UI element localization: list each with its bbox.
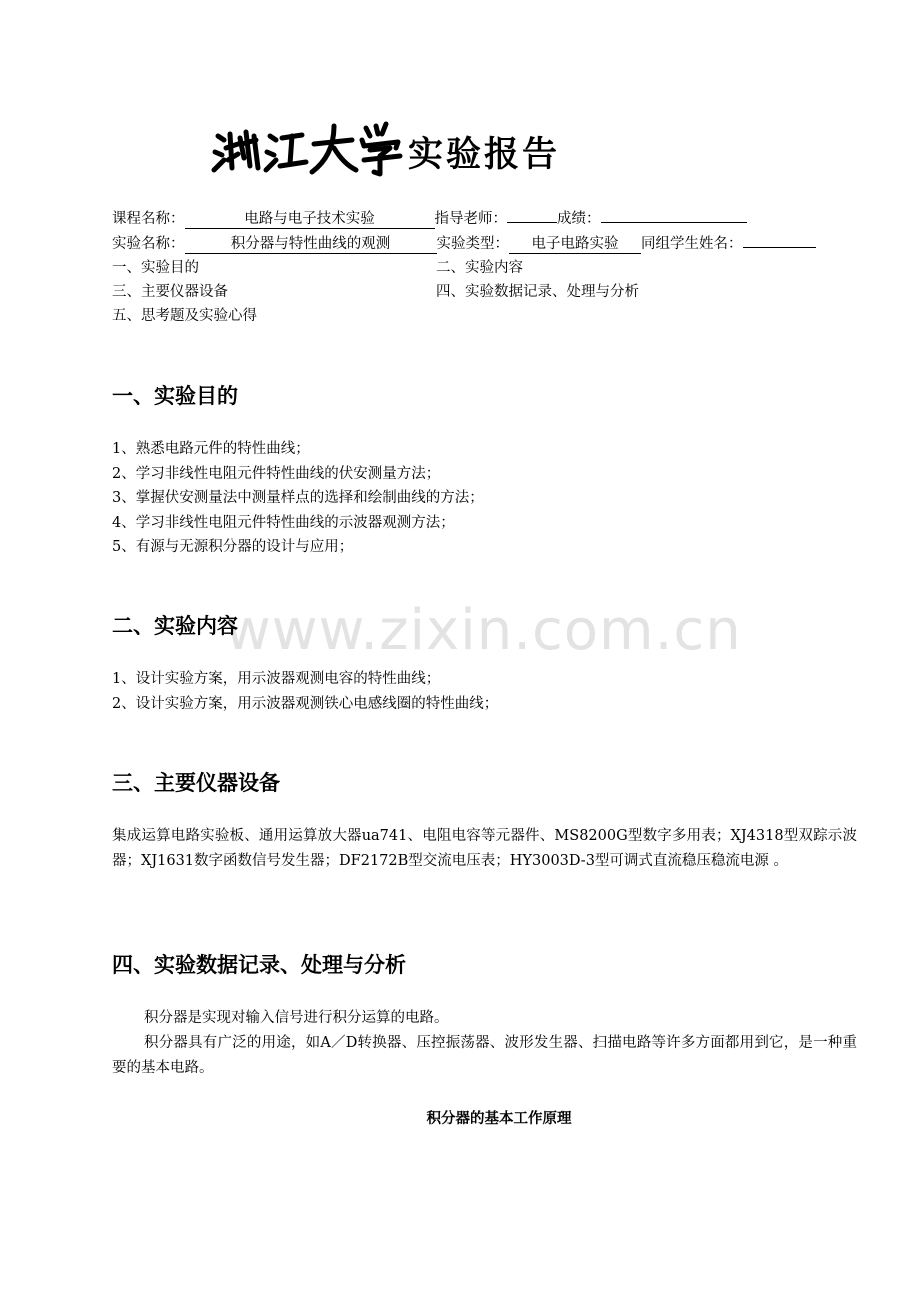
content-list (112, 667, 498, 716)
section-heading: 一、实验目的 (112, 384, 238, 408)
course-field: 电路与电子技术实验 (185, 211, 435, 229)
section-heading: 三、主要仪器设备 (112, 771, 280, 795)
equipment-paragraph: 集成运算电路实验板、通用运算放大器ua741、电阻电容等元器件、MS8200G型数字多用表；XJ4318型双踪示波器；XJ1631数字函数信号发生器；DF2172B型交流电压表；HY3003D-3型可调式直流稳压稳流电源 。 (112, 828, 857, 869)
group-label: 同组学生姓名： (641, 236, 743, 252)
list-item: 1、设计实验方案，用示波器观测电容的特性曲线； (112, 671, 441, 687)
list-item: 3、掌握伏安测量法中测量样点的选择和绘制曲线的方法； (112, 490, 484, 506)
teacher-label: 指导老师： (434, 211, 507, 227)
paragraph: 积分器具有广泛的用途，如A／D转换器、压控振荡器、波形发生器、扫描电路等许多方面都用到它，是一种重要的基本电路。 (112, 1035, 857, 1076)
experiment-field: 积分器与特性曲线的观测 (185, 236, 437, 254)
subsection-title: 积分器的基本工作原理 (426, 1110, 572, 1127)
teacher-field (507, 222, 557, 223)
university-calligraphy-logo (210, 118, 406, 178)
experiment-label: 实验名称： (112, 236, 185, 252)
course-info-line (112, 209, 747, 229)
paragraph: 积分器是实现对输入信号进行积分运算的电路。 (144, 1010, 449, 1026)
toc-item: 三、主要仪器设备 (112, 284, 228, 300)
toc-item: 二、实验内容 (436, 260, 523, 276)
watermark: www.zixin.com.cn (225, 598, 742, 663)
purpose-list (112, 437, 484, 560)
report-title (210, 118, 560, 178)
experiment-info-line (112, 234, 816, 254)
section-heading: 四、实验数据记录、处理与分析 (112, 953, 406, 977)
toc-item: 四、实验数据记录、处理与分析 (436, 284, 639, 300)
course-label: 课程名称： (112, 211, 185, 227)
list-item: 2、设计实验方案，用示波器观测铁心电感线圈的特性曲线； (112, 695, 499, 712)
type-field: 电子电路实验 (509, 236, 641, 254)
score-label: 成绩： (557, 211, 601, 227)
title-text: 实验报告 (408, 134, 561, 175)
list-item: 1、熟悉电路元件的特性曲线； (112, 441, 310, 457)
list-item: 5、有源与无源积分器的设计与应用； (112, 539, 354, 555)
section-heading: 二、实验内容 (112, 614, 238, 638)
toc-item: 五、思考题及实验心得 (112, 308, 257, 324)
list-item: 4、学习非线性电阻元件特性曲线的示波器观测方法； (112, 514, 455, 531)
score-field (601, 222, 747, 223)
group-field (743, 247, 816, 248)
type-label: 实验类型： (436, 236, 509, 252)
list-item: 2、学习非线性电阻元件特性曲线的伏安测量方法； (112, 465, 441, 482)
toc-item: 一、实验目的 (112, 260, 199, 276)
analysis-text (112, 1006, 857, 1081)
